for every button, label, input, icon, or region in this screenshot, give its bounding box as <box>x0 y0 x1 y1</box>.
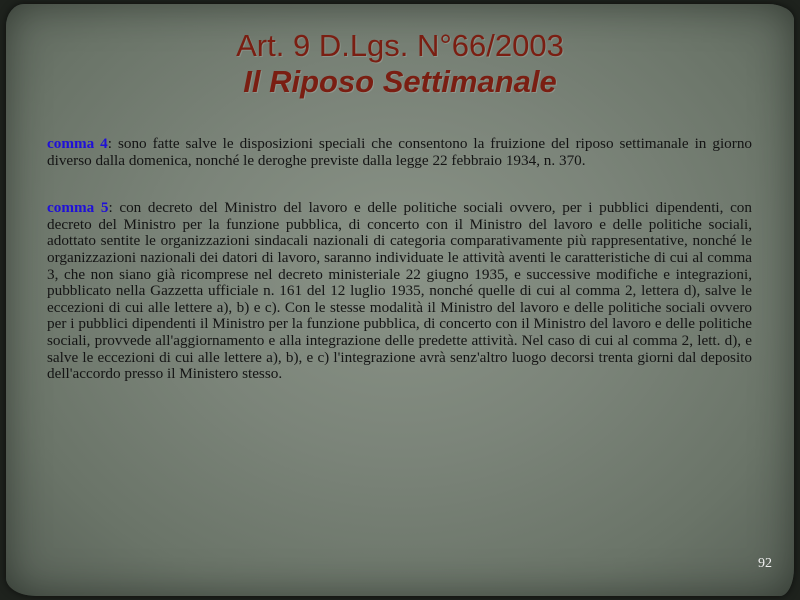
paragraph-text: : sono fatte salve le disposizioni speciali che consentono la fruizione del riposo settimanale in giorno diverso dalla domenica, nonché le deroghe previste dalla legge 22 febbraio 1934, n. 370. <box>47 135 753 169</box>
paragraph-label: comma 5 <box>47 199 109 217</box>
slide-title <box>0 28 800 100</box>
slide-content <box>47 136 752 414</box>
page-number: 92 <box>758 556 772 571</box>
paragraph-label: comma 4 <box>47 135 108 152</box>
paragraph-text: : con decreto del Ministro del lavoro e delle politiche sociali ovvero, per i pubblici dipendenti, con decreto del Ministro per la funzione pubblica, di concerto con il Ministro del lavoro e delle politiche sociali, adottato sentite le organizzazioni sindacali nazionali di categoria comparativamente più rappresentative, nonché le organizzazioni nazionali dei datori di lavoro, saranno individuate le attività aventi le caratteristiche di cui al comma 3, che non siano già ricomprese nel decreto ministeriale 22 giugno 1935, e successive modifiche e integrazioni, pubblicato nella Gazzetta ufficiale n. 161 del 12 luglio 1935, nonché quelle di cui al comma 2, lettera d), salve le eccezioni di cui alle lettere a), b) e c). Con le stesse modalità il Ministro del lavoro e delle politiche sociali ovvero per i pubblici dipendenti il Ministro per la funzione pubblica, di concerto con il Ministro del lavoro e delle politiche sociali, provvede all'aggiornamento e alla integrazione delle predette attività. Nel caso di cui al comma 2, lett. d), e salve le eccezioni di cui alle lettere a), b), e c) l'integrazione avrà senz'altro luogo decorsi trenta giorni dal deposito dell'accordo presso il Ministero stesso. <box>47 199 752 383</box>
paragraph-comma-4 <box>47 136 752 169</box>
title-line-1: Art. 9 D.Lgs. N°66/2003 <box>236 28 564 63</box>
paragraph-comma-5 <box>47 200 752 383</box>
title-line-2: Il Riposo Settimanale <box>243 64 557 99</box>
